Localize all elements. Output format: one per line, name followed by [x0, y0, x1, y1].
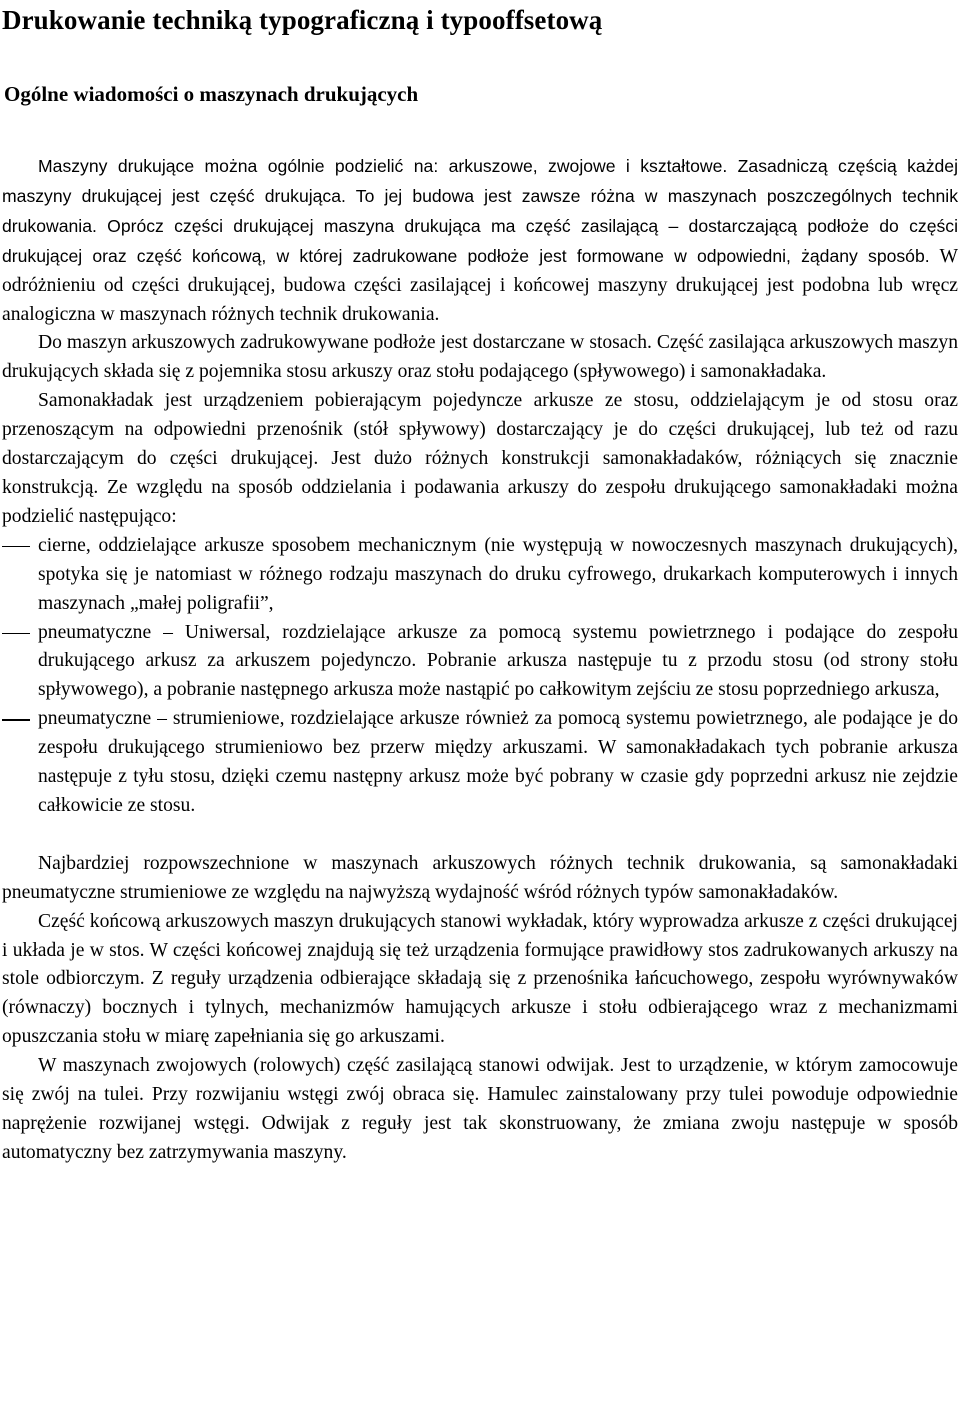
- feeder-types-list: [2, 532, 958, 821]
- list-item: cierne, oddzielające arkusze sposobem mechanicznym (nie występują w nowoczesnych maszynach drukujących), spotyka się je natomiast w różnego rodzaju maszynach do druku cyfrowego, drukarkach komputerowych i innych maszynach „małej poligrafii”,: [2, 532, 958, 619]
- paragraph-4: Najbardziej rozpowszechnione w maszynach arkuszowych różnych technik drukowania, są samonakładaki pneumatyczne strumieniowe ze względu na najwyższą wydajność wśród różnych typów samonakładaków.: [2, 852, 958, 903]
- list-item: pneumatyczne – strumieniowe, rozdzielające arkusze również za pomocą systemu powietrznego, ale podające je do zespołu drukującego strumieniowo bez przerw między arkuszami. W samonakładakach tych pobranie arkusza następuje z tyłu stosu, dzięki czemu następny arkusz może być pobrany w czasie gdy poprzedni arkusz nie zejdzie całkowicie ze stosu.: [2, 705, 958, 821]
- document-body: [2, 152, 958, 1168]
- paragraph-6: W maszynach zwojowych (rolowych) część zasilającą stanowi odwijak. Jest to urządzenie, w którym zamocowuje się zwój na tulei. Przy rozwijaniu wstęgi zwój obraca się. Hamulec zainstalowany przy tulei powoduje odpowiednie naprężenie rozwijanej wstęgi. Odwijak z reguły jest tak skonstruowany, że zmiana zwoju następuje w sposób automatyczny bez zatrzymywania maszyny.: [2, 1055, 958, 1163]
- paragraph-1: [2, 152, 958, 329]
- paragraph-5: Część końcową arkuszowych maszyn drukujących stanowi wykładak, który wyprowadza arkusze z części drukującej i układa je w stos. W części końcowej znajdują się też urządzenia formujące prawidłowy stos zadrukowanych arkuszy na stole odbiorczym. Z reguły urządzenia odbierające składają się z przenośnika łańcuchowego, zespołu wyrównywaków (równaczy) bocznych i tylnych, mechanizmów hamujących arkusze i stołu odbierającego wraz z mechanizmami opuszczania stołu w miarę zapełniania się go arkuszami.: [2, 910, 958, 1048]
- paragraph-2: Do maszyn arkuszowych zadrukowywane podłoże jest dostarczane w stosach. Część zasilająca arkuszowych maszyn drukujących składa się z pojemnika stosu arkuszy oraz stołu podającego (spływowego) i samonakładaka.: [2, 332, 958, 383]
- paragraph-1-serif-part: W odróżnieniu od części drukującej, budowa części zasilającej i końcowej maszyny drukującej jest podobna lub wręcz analogiczna w maszynach różnych technik drukowania.: [2, 245, 958, 325]
- paragraph-1-sans-part: Maszyny drukujące można ogólnie podzielić na: arkuszowe, zwojowe i kształtowe. Zasadniczą częścią każdej maszyny drukującej jest część drukująca. To jej budowa jest zawsze różna w maszynach poszczególnych technik drukowania. Oprócz części drukującej maszyna drukująca ma część zasilającą – dostarczającą podłoże do części drukującej oraz część końcową, w której zadrukowane podłoże jest formowane w odpowiedni, żądany sposób.: [2, 156, 958, 266]
- paragraph-gap: [2, 821, 958, 850]
- paragraph-3: Samonakładak jest urządzeniem pobierającym pojedyncze arkusze ze stosu, oddzielającym je od stosu oraz przenoszącym na odpowiedni przenośnik (stół spływowy) dostarczający je do części drukującej, lub też od razu dostarczającym do części drukującej. Jest dużo różnych konstrukcji samonakładaków, różniących się znacznie konstrukcją. Ze względu na sposób oddzielania i podawania arkuszy do zespołu drukującego samonakładaki można podzielić następująco:: [2, 390, 958, 527]
- section-heading: Ogólne wiadomości o maszynach drukujących: [4, 82, 419, 106]
- list-item: pneumatyczne – Uniwersal, rozdzielające arkusze za pomocą systemu powietrznego i podające do zespołu drukującego arkusz za arkuszem pojedynczo. Pobranie arkusza następuje tu z przodu stosu (od strony stołu spływowego), a pobranie następnego arkusza może nastąpić po całkowitym zejściu ze stosu poprzedniego arkusza,: [2, 619, 958, 706]
- document-title: Drukowanie techniką typograficzną i typooffsetową: [2, 5, 603, 35]
